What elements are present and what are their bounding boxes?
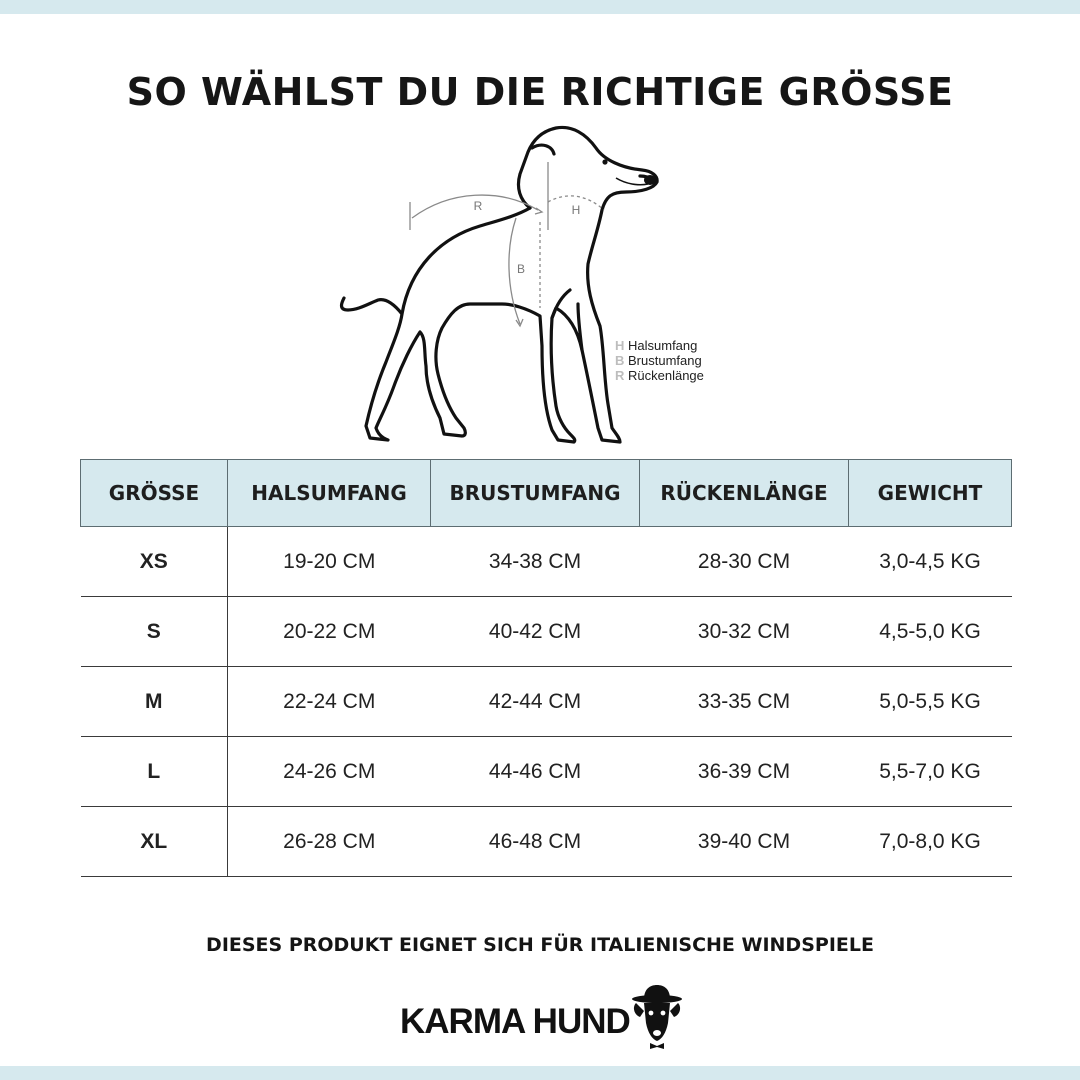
bottom-accent-band [0,1066,1080,1080]
size-cell: S [81,597,228,667]
legend-letter: R [615,368,625,383]
back-cell: 28-30 CM [640,527,849,597]
weight-cell: 5,0-5,5 KG [849,667,1012,737]
neck-cell: 19-20 CM [228,527,431,597]
size-chart-table [80,459,1012,877]
table-row [81,737,1012,807]
chest-cell: 40-42 CM [431,597,640,667]
legend-item-chest [615,353,704,368]
weight-cell: 4,5-5,0 KG [849,597,1012,667]
size-cell: XL [81,807,228,877]
legend-letter: H [615,338,625,353]
dog-with-bowler-hat-icon [628,985,686,1049]
neck-cell: 26-28 CM [228,807,431,877]
table-header-row [81,460,1012,527]
dog-eye [602,159,607,164]
brand-logo-lockup [400,985,686,1049]
chest-cell: 34-38 CM [431,527,640,597]
table-row [81,527,1012,597]
legend-text: Brustumfang [628,353,702,368]
size-cell: M [81,667,228,737]
chest-marker: B [516,262,526,276]
dog-nose [644,175,656,185]
weight-cell: 7,0-8,0 KG [849,807,1012,877]
measurement-guides [410,162,604,326]
neck-cell: 20-22 CM [228,597,431,667]
chest-cell: 42-44 CM [431,667,640,737]
brand-name: KARMA HUND [400,1002,630,1041]
size-cell: XS [81,527,228,597]
page-title: SO WÄHLST DU DIE RICHTIGE GRÖSSE [126,70,954,114]
legend-text: Halsumfang [628,338,698,353]
column-header-size: GRÖSSE [81,460,228,527]
column-header-weight: GEWICHT [849,460,1012,527]
neck-cell: 22-24 CM [228,667,431,737]
legend-letter: B [615,353,625,368]
legend-item-neck [615,338,704,353]
neck-marker: H [571,203,581,217]
chest-cell: 44-46 CM [431,737,640,807]
back-cell: 33-35 CM [640,667,849,737]
weight-cell: 5,5-7,0 KG [849,737,1012,807]
back-cell: 36-39 CM [640,737,849,807]
column-header-chest: BRUSTUMFANG [431,460,640,527]
product-note: DIESES PRODUKT EIGNET SICH FÜR ITALIENISCHE WINDSPIELE [206,934,874,956]
dog-outline [342,127,658,442]
weight-cell: 3,0-4,5 KG [849,527,1012,597]
column-header-back: RÜCKENLÄNGE [640,460,849,527]
chest-cell: 46-48 CM [431,807,640,877]
dog-mouth [616,178,648,185]
back-cell: 39-40 CM [640,807,849,877]
greyhound-measurement-diagram [330,118,750,458]
measurement-legend [615,338,704,383]
table-row [81,667,1012,737]
legend-item-back [615,368,704,383]
neck-cell: 24-26 CM [228,737,431,807]
table-row [81,807,1012,877]
back-length-marker: R [473,199,483,213]
table-row [81,597,1012,667]
back-cell: 30-32 CM [640,597,849,667]
legend-text: Rückenlänge [628,368,704,383]
column-header-neck: HALSUMFANG [228,460,431,527]
top-accent-band [0,0,1080,14]
size-cell: L [81,737,228,807]
